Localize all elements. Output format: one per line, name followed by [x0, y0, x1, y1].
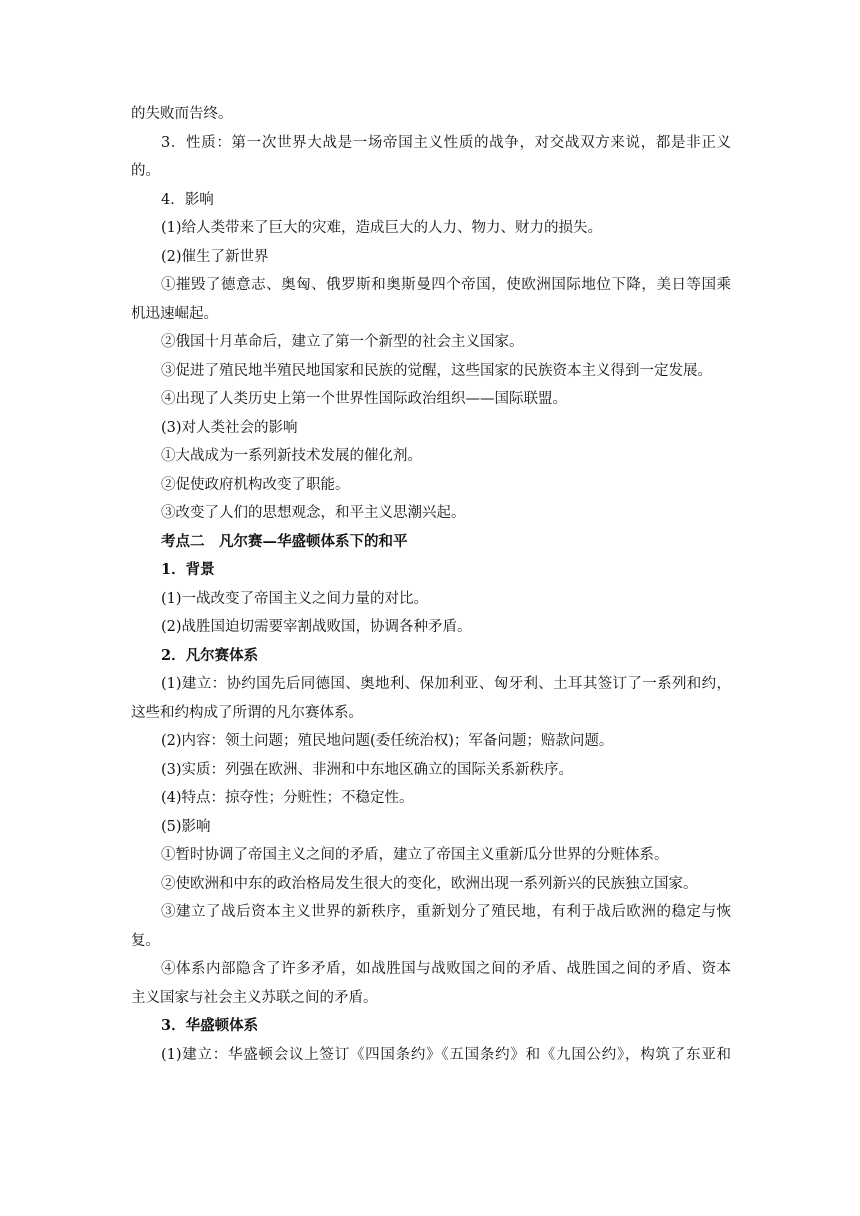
text-line: (2)内容：领土问题；殖民地问题(委任统治权)；军备问题；赔款问题。	[161, 733, 614, 749]
text-line: 4．影响	[161, 191, 214, 208]
text-line: 这些和约构成了所谓的凡尔赛体系。	[131, 704, 363, 721]
section-heading: 2．凡尔赛体系	[161, 646, 259, 664]
text-line: (2)催生了新世界	[161, 248, 269, 265]
text-line: ③建立了战后资本主义世界的新秩序，重新划分了殖民地，有利于战后欧洲的稳定与恢	[161, 904, 731, 920]
text-line: ③促进了殖民地半殖民地国家和民族的觉醒，这些国家的民族资本主义得到一定发展。	[161, 362, 712, 379]
text-line: 主义国家与社会主义苏联之间的矛盾。	[131, 989, 378, 1006]
text-line: (3)对人类社会的影响	[161, 419, 298, 436]
text-line: ④体系内部隐含了许多矛盾，如战胜国与战败国之间的矛盾、战胜国之间的矛盾、资本	[161, 961, 731, 977]
text-line: (3)实质：列强在欧洲、非洲和中东地区确立的国际关系新秩序。	[161, 761, 574, 778]
text-line: ②使欧洲和中东的政治格局发生很大的变化，欧洲出现一系列新兴的民族独立国家。	[161, 875, 698, 892]
text-line: (1)一战改变了帝国主义之间力量的对比。	[161, 590, 429, 607]
section-heading: 1．背景	[161, 561, 215, 578]
text-line: ③改变了人们的思想观念，和平主义思潮兴起。	[161, 505, 466, 521]
text-line: ①摧毁了德意志、奥匈、俄罗斯和奥斯曼四个帝国，使欧洲国际地位下降，美日等国乘	[161, 277, 731, 293]
text-line: (1)建立：华盛顿会议上签订《四国条约》《五国条约》和《九国公约》，构筑了东亚和	[161, 1046, 731, 1063]
text-line: ②促使政府机构改变了职能。	[161, 476, 350, 493]
section-heading: 考点二 凡尔赛—华盛顿体系下的和平	[161, 532, 408, 550]
text-line: 机迅速崛起。	[131, 305, 218, 322]
text-line: (1)给人类带来了巨大的灾难，造成巨大的人力、物力、财力的损失。	[161, 220, 603, 236]
text-line: ④出现了人类历史上第一个世界性国际政治组织——国际联盟。	[161, 391, 567, 407]
text-line: 3．性质：第一次世界大战是一场帝国主义性质的战争，对交战双方来说，都是非正义	[161, 134, 731, 151]
text-line: (2)战胜国迫切需要宰割战败国，协调各种矛盾。	[161, 619, 472, 635]
text-line: ②俄国十月革命后，建立了第一个新型的社会主义国家。	[161, 334, 524, 350]
document-body	[131, 100, 731, 1069]
text-line: (5)影响	[161, 818, 211, 835]
text-line: 的。	[131, 163, 160, 179]
text-line: (1)建立：协约国先后同德国、奥地利、保加利亚、匈牙利、土耳其签订了一系列和约，	[161, 676, 731, 692]
section-heading: 3．华盛顿体系	[161, 1017, 259, 1034]
text-line: ①大战成为一系列新技术发展的催化剂。	[161, 448, 422, 464]
text-line: (4)特点：掠夺性；分赃性；不稳定性。	[161, 790, 414, 806]
text-line: ①暂时协调了帝国主义之间的矛盾，建立了帝国主义重新瓜分世界的分赃体系。	[161, 847, 669, 863]
text-line: 复。	[131, 932, 160, 949]
text-line: 的失败而告终。	[131, 106, 233, 122]
